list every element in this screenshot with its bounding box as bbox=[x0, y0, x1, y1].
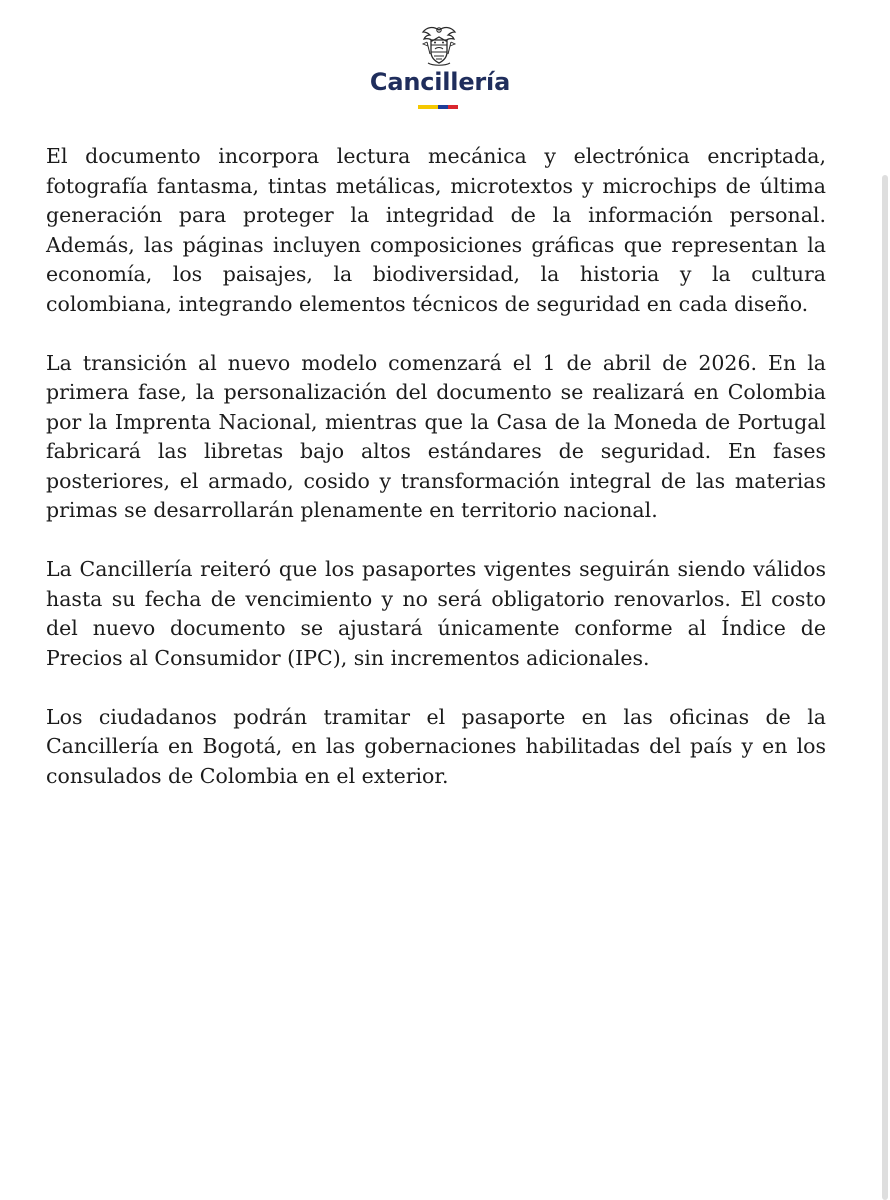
paragraph-validity: La Cancillería reiteró que los pasaportes vigentes seguirán siendo válidos hasta su fecha de vencimiento y no será obligatorio renovarlos. El costo del nuevo documento se ajustará únicamente conforme al Índice de Precios al Consumidor (IPC), sin incrementos adicionales. bbox=[46, 557, 826, 670]
brand-name: Cancillería bbox=[369, 68, 511, 96]
scrollbar[interactable] bbox=[882, 175, 888, 1200]
flag-color-bar bbox=[418, 105, 458, 109]
flag-stripe-yellow bbox=[418, 105, 438, 109]
flag-stripe-blue bbox=[438, 105, 448, 109]
coat-of-arms-icon bbox=[419, 24, 459, 68]
document-header bbox=[0, 0, 890, 120]
flag-stripe-red bbox=[448, 105, 458, 109]
paragraph-transition: La transición al nuevo modelo comenzará el 1 de abril de 2026. En la primera fase, la personalización del documento se realizará en Colombia por la Imprenta Nacional, mientras que la Casa de la Moneda de Portugal fabricará las libretas bajo altos estándares de seguridad. En fases posteriores, el armado, cosido y transformación integral de las materias primas se desarrollarán plenamente en territorio nacional. bbox=[46, 350, 826, 522]
document-body bbox=[46, 142, 826, 821]
paragraph-locations: Los ciudadanos podrán tramitar el pasaporte en las oficinas de la Cancillería en Bogotá, en las gobernaciones habilitadas del país y en los consulados de Colombia en el exterior. bbox=[46, 704, 826, 788]
paragraph-security-features: El documento incorpora lectura mecánica y electrónica encriptada, fotografía fantasma, tintas metálicas, microtextos y microchips de última generación para proteger la integridad de la información personal. Además, las páginas incluyen composiciones gráficas que representan la economía, los paisajes, la biodiversidad, la historia y la cultura colombiana, integrando elementos técnicos de seguridad en cada diseño. bbox=[46, 144, 826, 316]
